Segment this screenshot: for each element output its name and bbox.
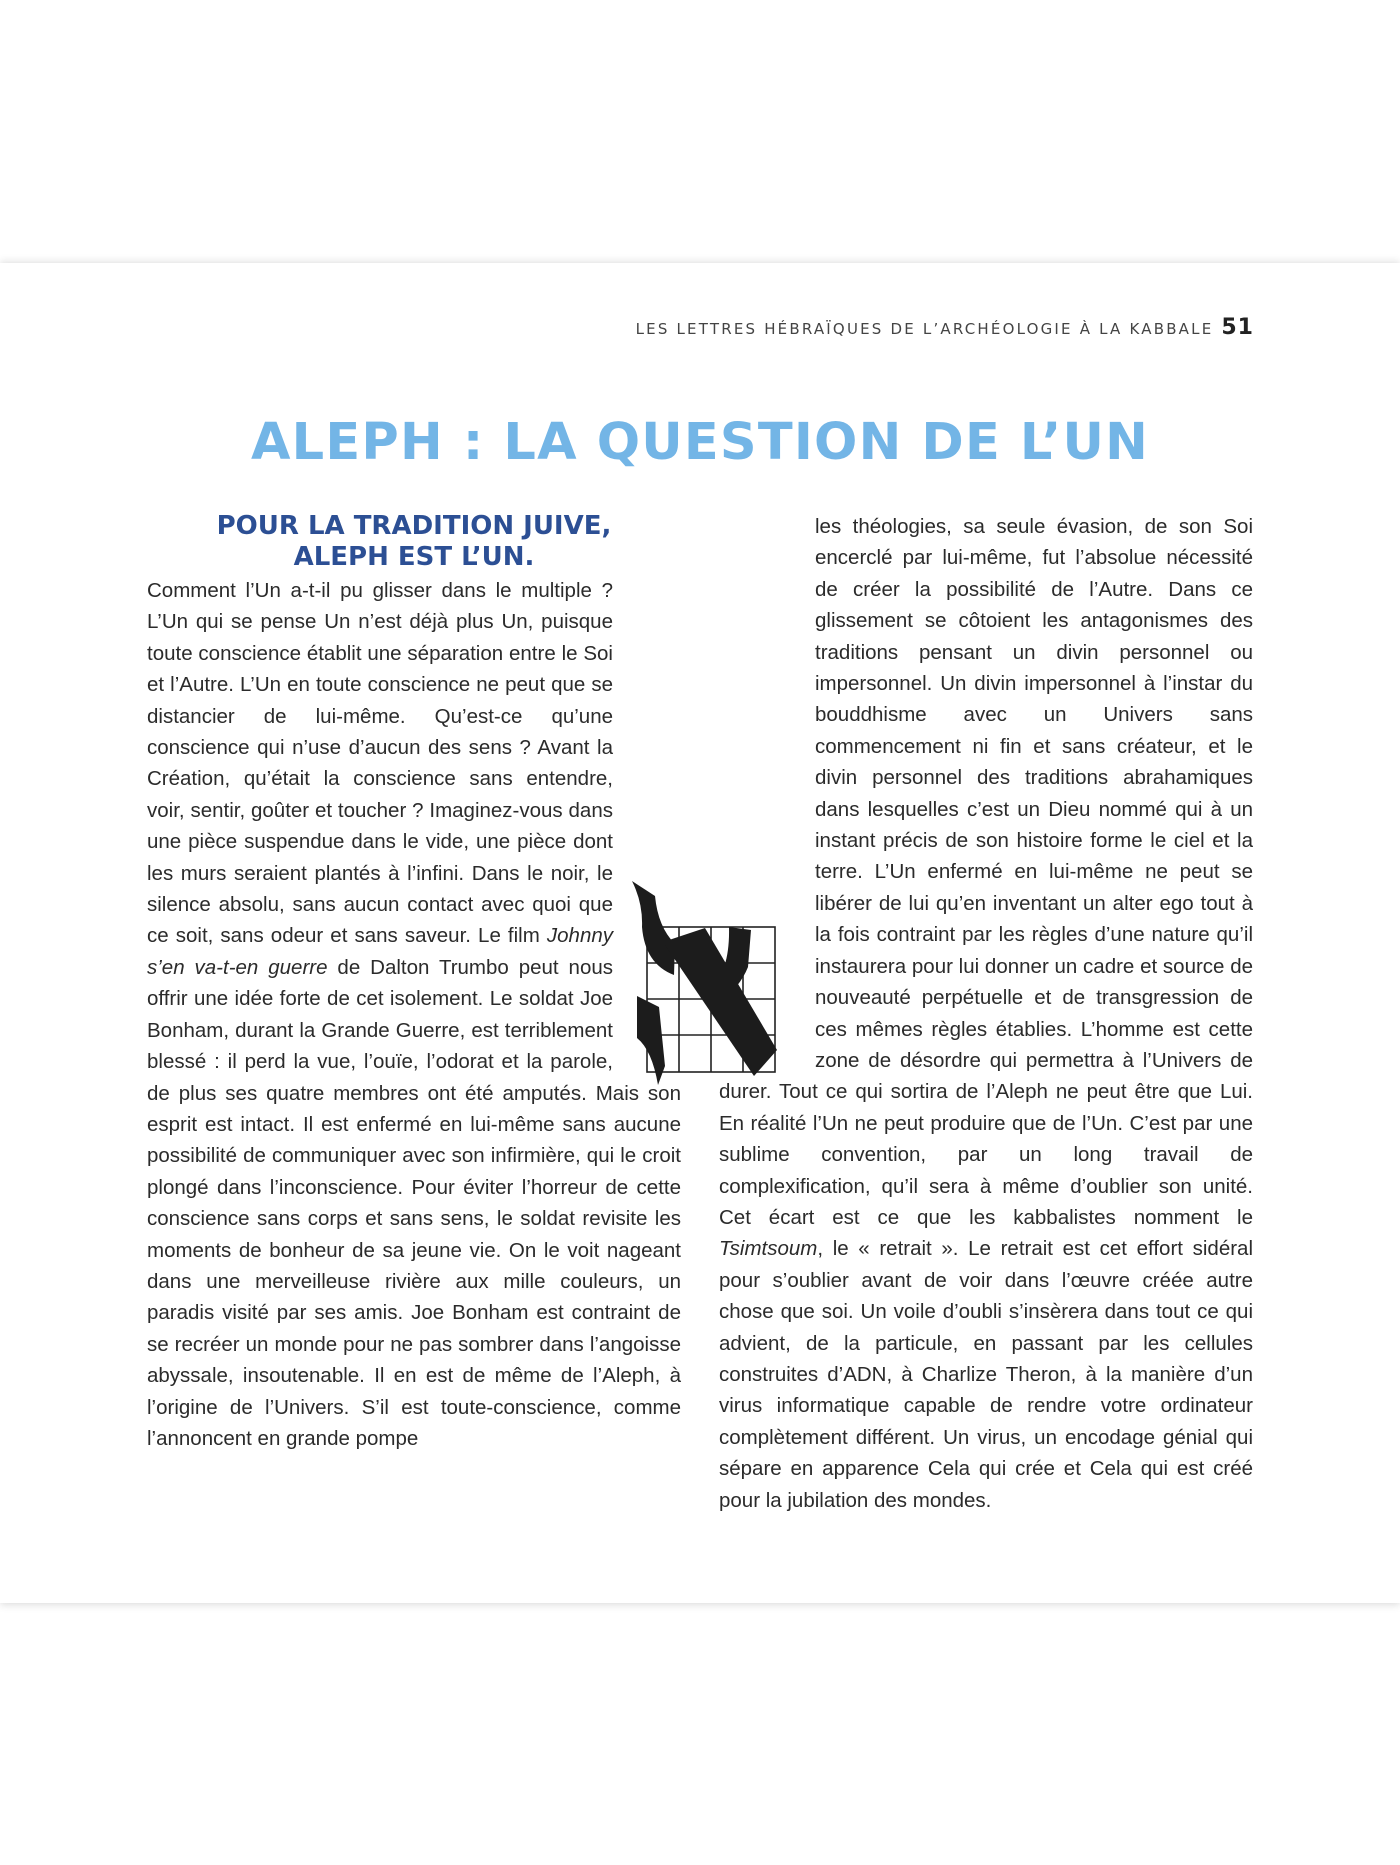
right-text-part-1: les théologies, sa seule évasion, de son Soi encerclé par lui-même, fut l’absolue nécessité de créer la possibilité de l’Autre. Dans ce glissement se côtoient les antagonismes des traditions pensant un divin personnel ou impersonnel. Un divin impersonnel à l’instar du bouddhisme avec un Univers sans commencement ni fin et sans créateur, et le divin personnel des traditions abrahamiques dans lesquelles c’est un Dieu nommé qui à un instant précis de son histoire forme le ciel et la terre. L’Un enfermé en lui-même ne peut se libérer de lui qu’en inventant un alter ego tout à la fois contraint par les règles d’une nature qu’il instaurera pour lui donner un cadre et source de nouveauté perpétuelle et de transgression de ces mêmes règles établies. L’homme est cette zone de désordre qui permettra à l’Univers de durer. Tout ce qui sortira de l’Aleph ne peut être que Lui. En réalité l’Un ne peut produire que de l’Un. C’est par une sublime convention, par un long travail de complexification, qu’il sera à même d’oublier son unité. Cet écart est ce que les kabbalistes nomment le bbox=[719, 515, 1253, 1229]
aleph-letter-figure bbox=[625, 880, 785, 1100]
section-subheading bbox=[147, 511, 681, 573]
left-column-paragraph bbox=[147, 575, 681, 1454]
left-text-part-2: de Dalton Trumbo peut nous offrir une idée forte de cet isolement. Le soldat Joe Bonham, durant la Grande Guerre, est terriblement blessé : il perd la vue, l’ouïe, l’odorat et la parole, de plus ses quatre membres ont été amputés. Mais son esprit est intact. Il est enfermé en lui-même sans aucune possibilité de communiquer avec son infirmière, qui le croit plongé dans l’inconscience. Pour éviter l’horreur de cette conscience sans corps et sans sens, le soldat revisite les moments de bonheur de sa jeune vie. On le voit nageant dans une merveilleuse rivière aux mille couleurs, un paradis visité par ses amis. Joe Bonham est contraint de se recréer un monde pour ne pas sombrer dans l’angoisse abyssale, insoutenable. Il en est de même de l’Aleph, à l’origine de l’Univers. S’il est toute-conscience, comme l’annoncent en grande pompe bbox=[147, 955, 681, 1450]
subheading-line-2: ALEPH EST L’UN. bbox=[293, 542, 535, 572]
right-text-part-2: , le « retrait ». Le retrait est cet effort sidéral pour s’oublier avant de voir dans l’œuvre créée autre chose que soi. Un voile d’oubli s’insèrera dans tout ce qui advient, de la particule, en passant par les cellules construites d’ADN, à Charlize Theron, à la manière d’un virus informatique capable de rendre votre ordinateur complètement différent. Un virus, un encodage génial qui sépare en apparence Cela qui crée et Cela qui est créé pour la jubilation des mondes. bbox=[719, 1237, 1253, 1512]
subheading-line-1: POUR LA TRADITION JUIVE, bbox=[216, 511, 612, 541]
book-page bbox=[0, 263, 1400, 1603]
tsimtsoum-term: Tsimtsoum bbox=[719, 1237, 818, 1261]
running-header bbox=[636, 315, 1254, 340]
running-title: LES LETTRES HÉBRAÏQUES DE L’ARCHÉOLOGIE À LA KABBALE bbox=[635, 320, 1214, 338]
chapter-title: ALEPH : LA QUESTION DE L’UN bbox=[251, 413, 1149, 472]
right-column bbox=[719, 511, 1253, 1516]
page-number: 51 bbox=[1221, 315, 1254, 340]
left-column bbox=[147, 511, 681, 1454]
hebrew-aleph-icon bbox=[625, 880, 785, 1100]
left-text-part-1: Comment l’Un a-t-il pu glisser dans le multiple ? L’Un qui se pense Un n’est déjà plus Un, puisque toute conscience établit une séparation entre le Soi et l’Autre. L’Un en toute conscience ne peut que se distancier de lui-même. Qu’est-ce qu’une conscience qui n’use d’aucun des sens ? Avant la Création, qu’était la conscience sans entendre, voir, sentir, goûter et toucher ? Imaginez-vous dans une pièce suspendue dans le vide, une pièce dont les murs seraient plantés à l’infini. Dans le noir, le silence absolu, sans aucun contact avec quoi que ce soit, sans odeur et sans saveur. Le film bbox=[147, 579, 613, 948]
film-title: Johnny s’en va-t-en guerre bbox=[147, 924, 613, 979]
